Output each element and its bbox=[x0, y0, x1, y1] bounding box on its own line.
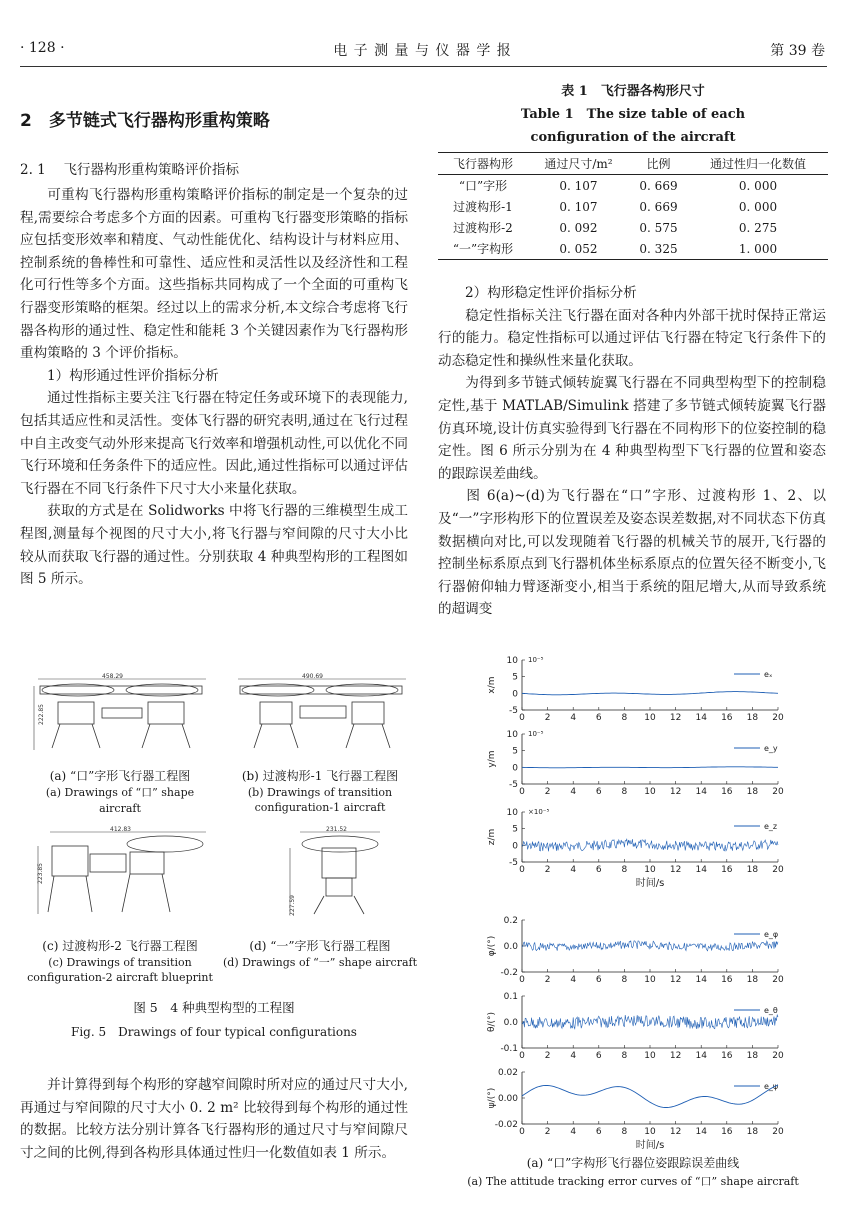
y-axis-label: ψ/(°) bbox=[487, 1087, 497, 1109]
x-tick-label: 4 bbox=[570, 713, 577, 723]
fig6a-caption-zh: (a) “口”字构形飞行器位姿跟踪误差曲线 bbox=[526, 1156, 740, 1170]
svg-text:223.85: 223.85 bbox=[37, 863, 44, 884]
x-tick-label: 12 bbox=[669, 1127, 682, 1137]
x-tick-label: 0 bbox=[519, 865, 525, 875]
x-tick-label: 14 bbox=[695, 713, 707, 723]
x-tick-label: 10 bbox=[644, 865, 656, 875]
fig5c-caption-zh: (c) 过渡构形-2 飞行器工程图 bbox=[42, 939, 198, 953]
x-tick-label: 18 bbox=[746, 975, 759, 985]
x-tick-label: 10 bbox=[644, 1127, 656, 1137]
x-tick-label: 4 bbox=[570, 1051, 577, 1061]
axis-scale-label: 10⁻⁵ bbox=[528, 656, 544, 664]
svg-text:490.69: 490.69 bbox=[302, 673, 323, 680]
fig5b-caption-en2: configuration-1 aircraft bbox=[254, 801, 386, 814]
svg-text:458.29: 458.29 bbox=[102, 673, 123, 680]
paragraph: 稳定性指标关注飞行器在面对各种内外部干扰时保持正常运行的能力。稳定性指标可以通过评估飞行器在特定飞行条件下的动态稳定性和操纵性来量化获取。 bbox=[438, 307, 826, 369]
drawing-b bbox=[230, 672, 410, 762]
table-cell: 0. 669 bbox=[639, 199, 678, 214]
fig5d-caption-zh: (d) “一”字形飞行器工程图 bbox=[249, 939, 391, 953]
y-tick-label: 0.1 bbox=[503, 992, 518, 1002]
axis-scale-label: 10⁻⁵ bbox=[528, 730, 544, 738]
table-cell: 0. 107 bbox=[559, 199, 598, 214]
legend-label: e_ψ bbox=[764, 1082, 779, 1091]
table-cell: 0. 092 bbox=[559, 220, 598, 235]
x-tick-label: 8 bbox=[621, 1127, 628, 1137]
y-tick-label: 0 bbox=[512, 689, 518, 700]
x-tick-label: 18 bbox=[746, 1127, 759, 1137]
header-rule bbox=[20, 66, 827, 67]
x-tick-label: 8 bbox=[621, 713, 628, 723]
x-tick-label: 0 bbox=[519, 1051, 525, 1061]
table-cell: 过渡构形-2 bbox=[453, 221, 513, 235]
paragraph: 通过性指标主要关注飞行器在特定任务或环境下的表现能力,包括其适应性和灵活性。变体飞行器的研究表明,通过在飞行过程中自主改变气动外形来提高飞行效率和增强机动性,可以优化不同飞行环境和任务条件下的适应性。因此,通过性指标可以通过评估飞行器在不同飞行条件下尺寸大小来量化获取。 bbox=[20, 390, 408, 497]
table-row bbox=[438, 217, 828, 238]
legend-label: e_φ bbox=[764, 930, 779, 939]
table-cell: 0. 052 bbox=[559, 241, 598, 256]
x-tick-label: 20 bbox=[772, 865, 784, 875]
table-cell: 0. 275 bbox=[738, 220, 778, 235]
table-cell: 0. 107 bbox=[559, 178, 598, 193]
series-line bbox=[522, 941, 778, 951]
x-tick-label: 8 bbox=[621, 787, 628, 797]
x-tick-label: 4 bbox=[570, 787, 577, 797]
y-axis-label: φ/(°) bbox=[487, 935, 497, 957]
paragraph: 并计算得到每个构形的穿越窄间隙时所对应的通过尺寸大小,再通过与窄间隙的尺寸大小 0. 2 m² 比较得到每个构形的通过性的数据。比较方法分别计算各飞行器构形的通过尺寸与窄间隙尺寸之间的比例,得到各构形具体通过性归一化数值如表 1 所示。 bbox=[20, 1077, 408, 1161]
table-cell: “口”字形 bbox=[458, 179, 508, 193]
table1-title-en1: Table 1 The size table of each bbox=[520, 107, 746, 122]
axis-scale-label: ×10⁻⁵ bbox=[528, 808, 550, 816]
x-tick-label: 14 bbox=[695, 975, 707, 985]
x-tick-label: 6 bbox=[595, 713, 602, 723]
x-tick-label: 14 bbox=[695, 787, 707, 797]
x-tick-label: 4 bbox=[570, 975, 577, 985]
x-tick-label: 16 bbox=[721, 1051, 733, 1061]
table-cell: 0. 000 bbox=[738, 199, 778, 214]
y-tick-label: 0 bbox=[512, 841, 518, 852]
x-tick-label: 18 bbox=[746, 865, 759, 875]
table1-title-zh: 表 1 飞行器各构形尺寸 bbox=[561, 84, 705, 99]
x-tick-label: 16 bbox=[721, 975, 733, 985]
x-tick-label: 8 bbox=[621, 1051, 628, 1061]
col-header: 飞行器构形 bbox=[452, 157, 513, 171]
x-tick-label: 8 bbox=[621, 865, 628, 875]
x-tick-label: 16 bbox=[721, 713, 733, 723]
x-tick-label: 2 bbox=[544, 1127, 551, 1137]
x-tick-label: 20 bbox=[772, 787, 784, 797]
col-header: 比例 bbox=[646, 157, 671, 171]
paragraph: 获取的方式是在 Solidworks 中将飞行器的三维模型生成工程图,测量每个视图的尺寸大小,将飞行器与窄间隙的尺寸大小比较从而获取飞行器的通过性。分别获取 4 种典型构形的工程图如图 5 所示。 bbox=[20, 503, 408, 588]
x-tick-label: 10 bbox=[644, 975, 656, 985]
table-cell: 过渡构形-1 bbox=[453, 200, 513, 214]
x-tick-label: 2 bbox=[544, 1051, 551, 1061]
table-cell: 0. 575 bbox=[639, 220, 678, 235]
drawing-a bbox=[30, 672, 210, 762]
left-bottom-text bbox=[20, 1074, 408, 1164]
y-tick-label: 0 bbox=[512, 763, 518, 774]
table-cell: “一”字构形 bbox=[452, 242, 514, 256]
y-tick-label: -0.02 bbox=[494, 1120, 518, 1130]
legend-label: eₓ bbox=[764, 670, 773, 679]
page-number: · 128 · bbox=[20, 40, 65, 56]
figure-5 bbox=[27, 672, 418, 1012]
svg-text:222.85: 222.85 bbox=[38, 704, 45, 725]
table-cell: 0. 000 bbox=[738, 178, 778, 193]
x-tick-label: 0 bbox=[519, 713, 525, 723]
fig5-caption-zh: 图 5 4 种典型构型的工程图 bbox=[133, 1000, 295, 1015]
x-axis-label: 时间/s bbox=[635, 878, 665, 889]
x-tick-label: 14 bbox=[695, 1127, 707, 1137]
y-axis-label: y/m bbox=[487, 750, 497, 768]
table-row bbox=[438, 175, 828, 197]
y-tick-label: 0.0 bbox=[503, 942, 518, 952]
table-cell: 0. 669 bbox=[639, 178, 678, 193]
x-tick-label: 10 bbox=[644, 787, 656, 797]
drawing-c bbox=[30, 826, 210, 926]
y-tick-label: 5 bbox=[512, 824, 518, 835]
subsection-title: 2. 1 飞行器构形重构策略评价指标 bbox=[20, 162, 240, 178]
y-tick-label: -5 bbox=[509, 780, 518, 790]
y-tick-label: 10 bbox=[506, 730, 518, 740]
x-tick-label: 6 bbox=[595, 787, 602, 797]
x-tick-label: 20 bbox=[772, 1051, 784, 1061]
x-tick-label: 2 bbox=[544, 713, 551, 723]
table-1 bbox=[438, 152, 828, 260]
drawing-d bbox=[250, 826, 400, 926]
right-text-block bbox=[438, 282, 826, 621]
figure-6a-chart bbox=[470, 652, 800, 1152]
x-tick-label: 12 bbox=[669, 787, 682, 797]
svg-text:231.52: 231.52 bbox=[326, 826, 347, 833]
col-header: 通过尺寸/m² bbox=[544, 157, 613, 171]
x-tick-label: 6 bbox=[595, 975, 602, 985]
fig5-caption-en: Fig. 5 Drawings of four typical configurations bbox=[71, 1025, 357, 1039]
x-tick-label: 18 bbox=[746, 787, 759, 797]
series-line bbox=[522, 1015, 778, 1029]
x-tick-label: 8 bbox=[621, 975, 628, 985]
x-axis-label: 时间/s bbox=[635, 1140, 665, 1151]
y-tick-label: 0.02 bbox=[497, 1068, 518, 1078]
paragraph: 图 6(a)~(d)为飞行器在“口”字形、过渡构形 1、2、以及“一”字形构形下的位置误差及姿态误差数据,对不同状态下仿真数据横向对比,可以发现随着飞行器的机械关节的展开,飞行器的控制坐标系原点到飞行器机体坐标系原点的位置矢径不断变小,飞行器俯仰轴力臂逐渐变小,相当于系统的阻尼增大,从而导致系统的超调变 bbox=[438, 488, 826, 618]
table-header-row bbox=[438, 153, 828, 175]
y-axis-label: z/m bbox=[487, 828, 497, 846]
x-tick-label: 20 bbox=[772, 1127, 784, 1137]
y-axis-label: θ/(°) bbox=[487, 1011, 497, 1033]
x-tick-label: 12 bbox=[669, 975, 682, 985]
y-tick-label: -5 bbox=[509, 706, 518, 716]
fig6a-caption-en: (a) The attitude tracking error curves of “口” shape aircraft bbox=[467, 1175, 799, 1188]
x-tick-label: 20 bbox=[772, 713, 784, 723]
y-tick-label: 5 bbox=[512, 746, 518, 757]
x-tick-label: 0 bbox=[519, 975, 525, 985]
y-tick-label: 10 bbox=[506, 656, 518, 666]
y-tick-label: 0.2 bbox=[503, 916, 518, 926]
x-tick-label: 18 bbox=[746, 713, 759, 723]
left-text-block bbox=[20, 184, 408, 591]
col-header: 通过性归一化数值 bbox=[710, 157, 807, 171]
x-tick-label: 4 bbox=[570, 1127, 577, 1137]
x-tick-label: 4 bbox=[570, 865, 577, 875]
paragraph: 1）构形通过性评价指标分析 bbox=[47, 367, 219, 384]
series-line bbox=[522, 839, 778, 851]
table1-title-en2: configuration of the aircraft bbox=[530, 130, 736, 145]
fig5a-caption-en: (a) Drawings of “口” shape aircraft bbox=[45, 786, 195, 815]
x-tick-label: 18 bbox=[746, 1051, 759, 1061]
fig5c-caption-en: (c) Drawings of transition bbox=[48, 956, 192, 969]
y-tick-label: 10 bbox=[506, 808, 518, 818]
legend-label: e_y bbox=[764, 744, 778, 753]
x-tick-label: 0 bbox=[519, 787, 525, 797]
y-tick-label: 0.00 bbox=[497, 1094, 518, 1104]
y-tick-label: 5 bbox=[512, 672, 518, 683]
y-tick-label: -0.2 bbox=[500, 968, 518, 978]
x-tick-label: 2 bbox=[544, 787, 551, 797]
journal-title: 电 子 测 量 与 仪 器 学 报 bbox=[333, 43, 512, 59]
x-tick-label: 6 bbox=[595, 1051, 602, 1061]
x-tick-label: 2 bbox=[544, 865, 551, 875]
paragraph: 2）构形稳定性评价指标分析 bbox=[465, 285, 637, 301]
x-tick-label: 6 bbox=[595, 1127, 602, 1137]
x-tick-label: 10 bbox=[644, 1051, 656, 1061]
section-title: 2 多节链式飞行器构形重构策略 bbox=[20, 111, 270, 131]
x-tick-label: 10 bbox=[644, 713, 656, 723]
fig5a-caption-zh: (a) “口”字形飞行器工程图 bbox=[49, 769, 191, 783]
series-line bbox=[522, 1085, 778, 1107]
legend-label: e_θ bbox=[764, 1006, 778, 1015]
y-tick-label: -5 bbox=[509, 858, 518, 868]
x-tick-label: 12 bbox=[669, 1051, 682, 1061]
table-row bbox=[438, 196, 828, 217]
x-tick-label: 14 bbox=[695, 865, 707, 875]
x-tick-label: 16 bbox=[721, 787, 733, 797]
x-tick-label: 2 bbox=[544, 975, 551, 985]
fig5b-caption-en: (b) Drawings of transition bbox=[247, 786, 393, 799]
y-axis-label: x/m bbox=[487, 676, 497, 694]
x-tick-label: 20 bbox=[772, 975, 784, 985]
svg-text:227.59: 227.59 bbox=[289, 895, 296, 916]
x-tick-label: 0 bbox=[519, 1127, 525, 1137]
x-tick-label: 14 bbox=[695, 1051, 707, 1061]
volume-label: 第 39 卷 bbox=[770, 43, 825, 59]
y-tick-label: 0.0 bbox=[503, 1018, 518, 1028]
series-line bbox=[522, 692, 778, 695]
y-tick-label: -0.1 bbox=[500, 1044, 518, 1054]
legend-label: e_z bbox=[764, 822, 778, 831]
fig5c-caption-en2: configuration-2 aircraft blueprint bbox=[27, 971, 213, 984]
paragraph: 可重构飞行器构形重构策略评价指标的制定是一个复杂的过程,需要综合考虑多个方面的因素。可重构飞行器变形策略的指标应包括变形效率和精度、气动性能优化、结构设计与材料应用、控制系统的鲁棒性和可靠性、适应性和灵活性以及经济性和工程化可行性等多个方面。这些指标共同构成了一个全面的可重构飞行器变形策略的框架。经过以上的需求分析,本文综合考虑将飞行器各构形的通过性、稳定性和能耗 3 个关键因素作为飞行器构形重构策略的 3 个评价指标。 bbox=[20, 187, 408, 362]
table-row bbox=[438, 238, 828, 260]
table-cell: 1. 000 bbox=[738, 241, 778, 256]
series-line bbox=[522, 767, 778, 768]
fig5d-caption-en: (d) Drawings of “一” shape aircraft bbox=[222, 956, 418, 969]
table-cell: 0. 325 bbox=[639, 241, 678, 256]
x-tick-label: 12 bbox=[669, 713, 682, 723]
svg-text:412.83: 412.83 bbox=[110, 826, 131, 833]
x-tick-label: 6 bbox=[595, 865, 602, 875]
x-tick-label: 16 bbox=[721, 1127, 733, 1137]
fig5b-caption-zh: (b) 过渡构形-1 飞行器工程图 bbox=[241, 769, 399, 783]
x-tick-label: 12 bbox=[669, 865, 682, 875]
paragraph: 为得到多节链式倾转旋翼飞行器在不同典型构型下的控制稳定性,基于 MATLAB/Simulink 搭建了多节链式倾转旋翼飞行器仿真环境,设计仿真实验得到飞行器在不同构形下的位姿控制的稳定性。图 6 所示分别为在 4 种典型构型下飞行器的位置和姿态的跟踪误差曲线。 bbox=[438, 375, 826, 482]
x-tick-label: 16 bbox=[721, 865, 733, 875]
